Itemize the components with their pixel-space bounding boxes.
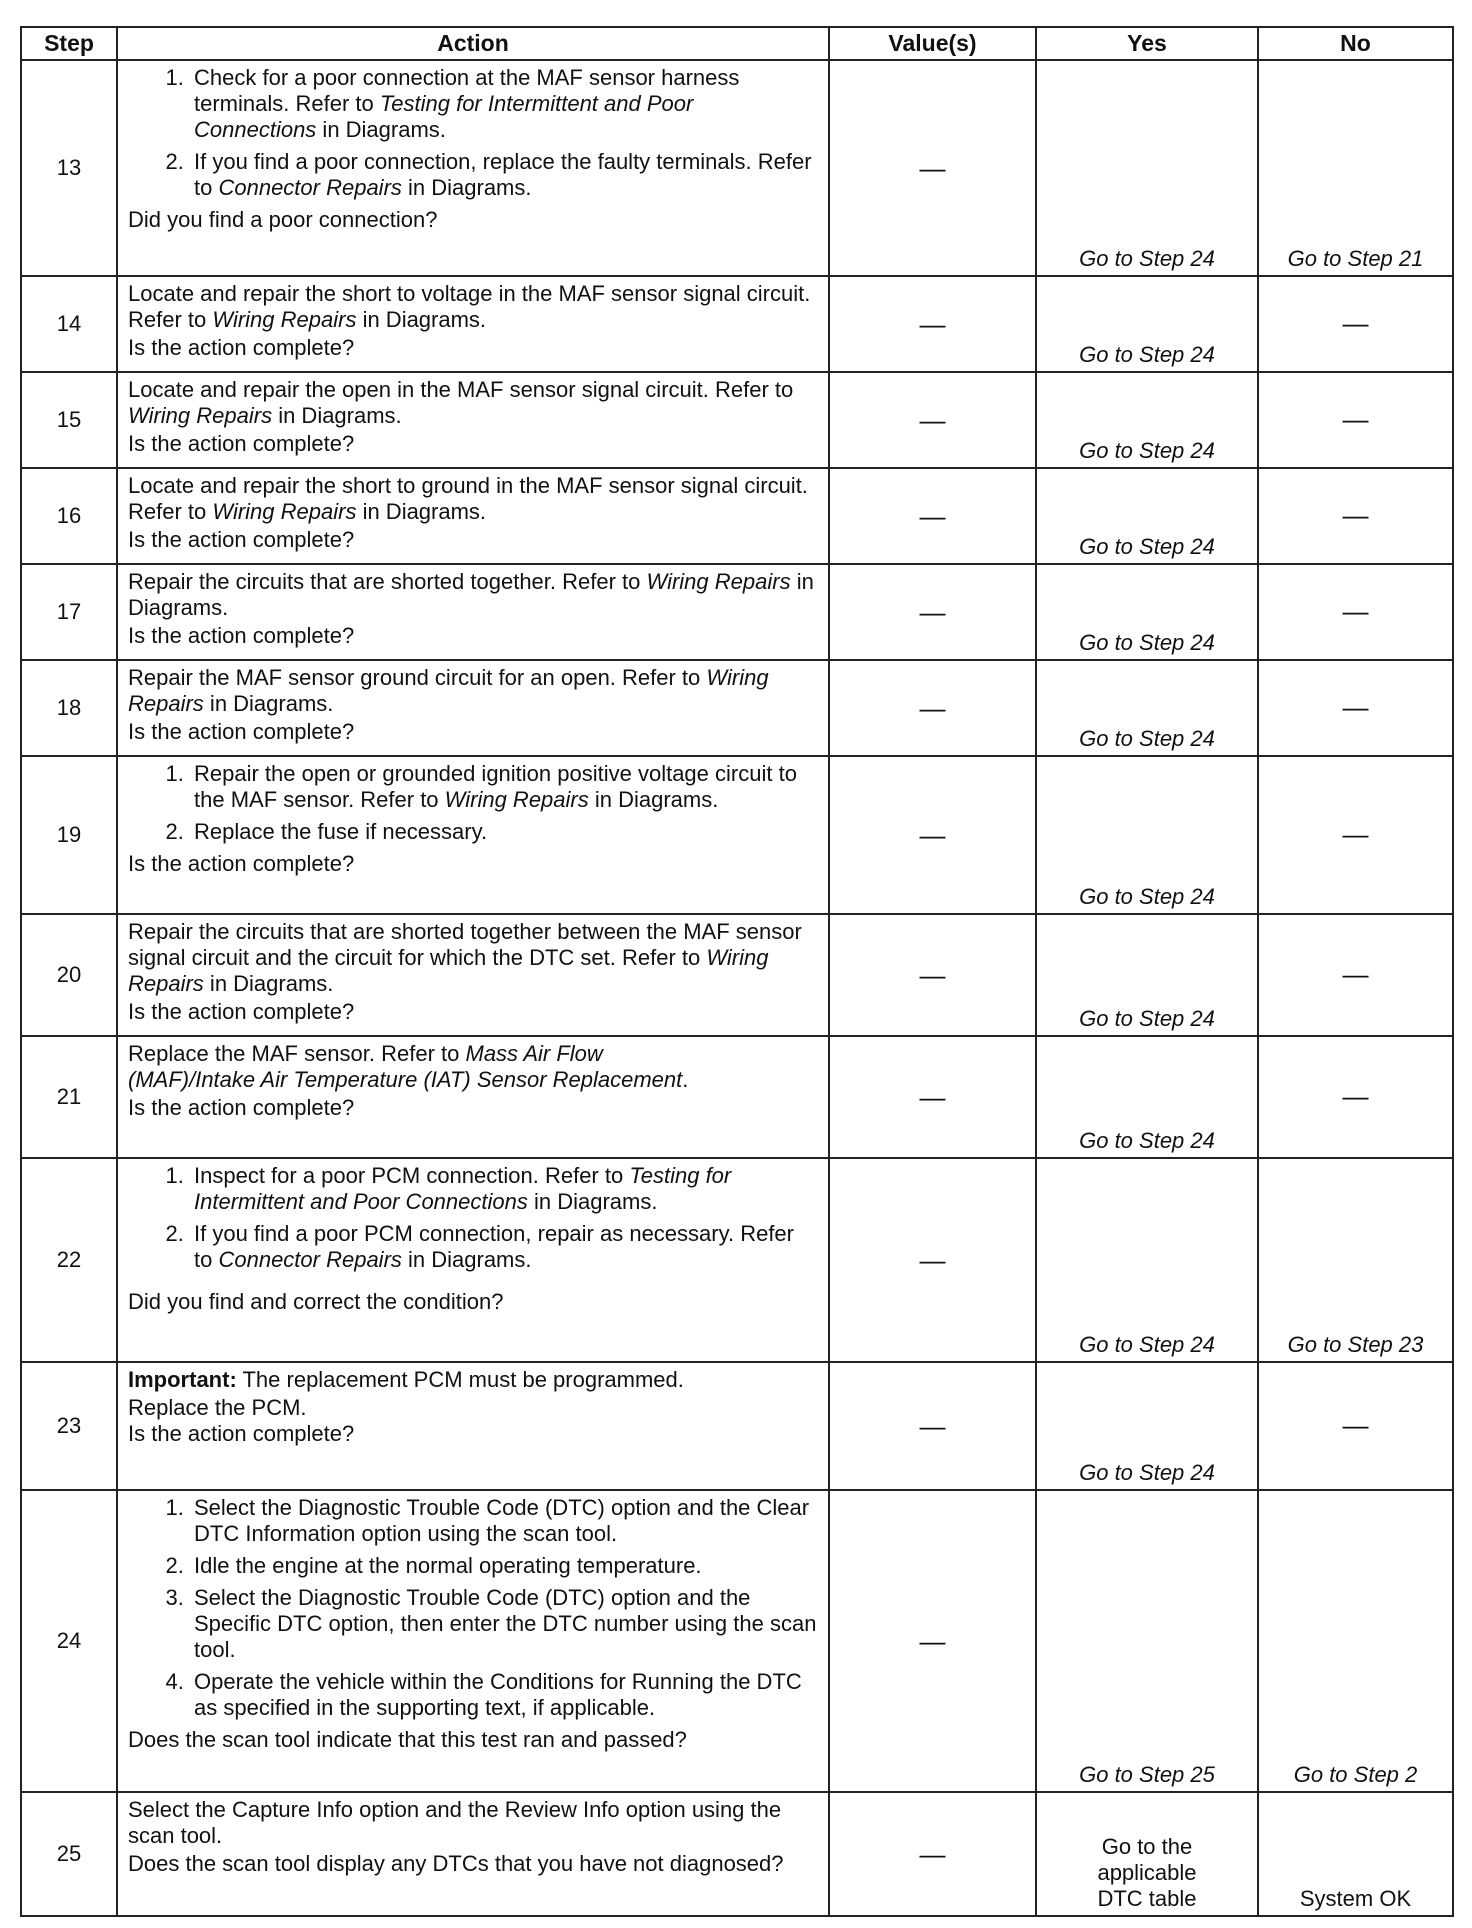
- action-item: [190, 1163, 818, 1215]
- no-cell: —: [1258, 914, 1453, 1036]
- action-cell: [117, 1792, 829, 1916]
- action-text: If you find a poor connection, replace the faulty terminals. Refer to: [194, 149, 812, 200]
- action-question: Is the action complete?: [128, 335, 355, 360]
- reference-text: Wiring Repairs: [212, 307, 357, 332]
- action-question: Is the action complete?: [128, 1421, 355, 1446]
- no-cell: —: [1258, 468, 1453, 564]
- value-cell: —: [829, 1490, 1036, 1792]
- step-number: 15: [21, 372, 117, 468]
- reference-text: Wiring Repairs: [128, 403, 273, 428]
- action-item: 2. Idle the engine at the normal operating temperature.: [190, 1553, 818, 1579]
- action-item: 3. Select the Diagnostic Trouble Code (DTC) option and the Specific DTC option, then enter the DTC number using the scan tool.: [190, 1585, 818, 1663]
- action-text: Locate and repair the open in the MAF sensor signal circuit. Refer to: [128, 377, 794, 402]
- no-cell: —: [1258, 564, 1453, 660]
- action-item: [190, 761, 818, 813]
- yes-cell: Go to Step 24: [1036, 1362, 1258, 1490]
- action-question: Is the action complete?: [128, 719, 355, 744]
- yes-cell: Go to Step 24: [1036, 660, 1258, 756]
- table-row: [21, 1490, 1453, 1792]
- action-item: [190, 1221, 818, 1273]
- no-cell: —: [1258, 1362, 1453, 1490]
- step-number: 13: [21, 60, 117, 276]
- header-yes: Yes: [1036, 27, 1258, 60]
- action-text: If you find a poor PCM connection, repair as necessary. Refer to: [194, 1221, 794, 1272]
- action-text: Replace the fuse if necessary.: [194, 819, 488, 844]
- no-cell: Go to Step 23: [1258, 1158, 1453, 1362]
- no-cell: Go to Step 21: [1258, 60, 1453, 276]
- table-row: [21, 756, 1453, 914]
- yes-cell: Go to Step 24: [1036, 372, 1258, 468]
- value-cell: —: [829, 60, 1036, 276]
- action-cell: [117, 1490, 829, 1792]
- action-text: in Diagrams.: [356, 307, 487, 332]
- table-row: [21, 1362, 1453, 1490]
- reference-text: Mass Air Flow (MAF)/Intake Air Temperature (IAT) Sensor Replacement: [128, 1041, 683, 1092]
- action-text: in Diagrams.: [203, 691, 334, 716]
- no-cell: —: [1258, 1036, 1453, 1158]
- action-text: in Diagrams.: [203, 971, 334, 996]
- reference-text: Connector Repairs: [218, 175, 402, 200]
- no-cell: Go to Step 2: [1258, 1490, 1453, 1792]
- action-cell: [117, 276, 829, 372]
- action-paragraph: [128, 919, 818, 997]
- action-question: Is the action complete?: [128, 999, 355, 1024]
- action-item: [190, 149, 818, 201]
- reference-text: Wiring Repairs: [212, 499, 357, 524]
- action-text: Replace the MAF sensor. Refer to: [128, 1041, 466, 1066]
- no-cell: System OK: [1258, 1792, 1453, 1916]
- action-paragraph: [128, 473, 818, 525]
- action-question: Is the action complete?: [128, 431, 355, 456]
- table-row: [21, 1036, 1453, 1158]
- action-paragraph: [128, 377, 818, 429]
- important-text: The replacement PCM must be programmed.: [236, 1367, 684, 1392]
- action-question: Is the action complete?: [128, 527, 355, 552]
- action-text: Inspect for a poor PCM connection. Refer to: [194, 1163, 630, 1188]
- action-text: in Diagrams.: [588, 787, 719, 812]
- reference-text: Testing for Intermittent and Poor Connections: [194, 91, 694, 142]
- value-cell: —: [829, 276, 1036, 372]
- table-row: [21, 468, 1453, 564]
- value-cell: —: [829, 372, 1036, 468]
- step-number: 16: [21, 468, 117, 564]
- value-cell: —: [829, 660, 1036, 756]
- action-cell: [117, 914, 829, 1036]
- action-question: Did you find and correct the condition?: [128, 1289, 504, 1314]
- action-cell: [117, 756, 829, 914]
- action-question: Does the scan tool display any DTCs that you have not diagnosed?: [128, 1851, 784, 1876]
- action-text: in Diagrams.: [316, 117, 446, 142]
- value-cell: —: [829, 914, 1036, 1036]
- action-text: in Diagrams.: [527, 1189, 658, 1214]
- value-cell: —: [829, 468, 1036, 564]
- step-number: 21: [21, 1036, 117, 1158]
- action-text: Locate and repair the short to ground in the MAF sensor signal circuit. Refer to: [128, 473, 808, 524]
- yes-cell: Go to Step 24: [1036, 914, 1258, 1036]
- yes-cell: Go to Step 24: [1036, 60, 1258, 276]
- value-cell: —: [829, 1792, 1036, 1916]
- step-number: 17: [21, 564, 117, 660]
- action-item: 4. Operate the vehicle within the Conditions for Running the DTC as specified in the supporting text, if applicable.: [190, 1669, 818, 1721]
- action-paragraph: [128, 569, 818, 621]
- step-number: 18: [21, 660, 117, 756]
- value-cell: —: [829, 564, 1036, 660]
- diagnostic-table: [20, 26, 1454, 1917]
- action-text: in Diagrams.: [401, 1247, 532, 1272]
- action-text: Locate and repair the short to voltage in the MAF sensor signal circuit. Refer to: [128, 281, 811, 332]
- reference-text: Wiring Repairs: [128, 945, 769, 996]
- action-cell: [117, 660, 829, 756]
- step-number: 14: [21, 276, 117, 372]
- table-row: [21, 660, 1453, 756]
- step-number: 24: [21, 1490, 117, 1792]
- reference-text: Wiring Repairs: [444, 787, 589, 812]
- yes-cell: Go to Step 25: [1036, 1490, 1258, 1792]
- value-cell: —: [829, 1158, 1036, 1362]
- table-row: [21, 564, 1453, 660]
- action-line: Replace the PCM.: [128, 1395, 307, 1420]
- action-paragraph: [128, 665, 818, 717]
- no-cell: —: [1258, 660, 1453, 756]
- step-number: 23: [21, 1362, 117, 1490]
- header-values: Value(s): [829, 27, 1036, 60]
- reference-text: Testing for Intermittent and Poor Connections: [194, 1163, 732, 1214]
- yes-cell: Go to Step 24: [1036, 1036, 1258, 1158]
- yes-cell: Go to Step 24: [1036, 1158, 1258, 1362]
- action-cell: [117, 1036, 829, 1158]
- step-number: 25: [21, 1792, 117, 1916]
- action-text: in Diagrams.: [401, 175, 532, 200]
- action-text: Repair the circuits that are shorted together between the MAF sensor signal circuit and the circuit for which the DTC set. Refer to: [128, 919, 802, 970]
- action-text: Repair the MAF sensor ground circuit for an open. Refer to: [128, 665, 707, 690]
- yes-cell: Go to the applicable DTC table: [1036, 1792, 1258, 1916]
- action-cell: [117, 1158, 829, 1362]
- yes-cell: Go to Step 24: [1036, 276, 1258, 372]
- action-text: in Diagrams.: [128, 569, 814, 620]
- no-cell: —: [1258, 756, 1453, 914]
- action-paragraph: [128, 1041, 818, 1093]
- action-text: Repair the circuits that are shorted together. Refer to: [128, 569, 647, 594]
- header-step: Step: [21, 27, 117, 60]
- action-item: [190, 819, 818, 845]
- no-cell: —: [1258, 372, 1453, 468]
- step-number: 20: [21, 914, 117, 1036]
- important-note: [128, 1367, 818, 1393]
- important-label: Important:: [128, 1367, 237, 1392]
- action-paragraph: Select the Capture Info option and the Review Info option using the scan tool.: [128, 1797, 782, 1848]
- value-cell: —: [829, 1362, 1036, 1490]
- reference-text: Wiring Repairs: [128, 665, 769, 716]
- table-row: [21, 60, 1453, 276]
- header-action: Action: [117, 27, 829, 60]
- table-row: [21, 1158, 1453, 1362]
- reference-text: Wiring Repairs: [646, 569, 791, 594]
- table-row: [21, 914, 1453, 1036]
- header-row: [21, 27, 1453, 60]
- action-cell: [117, 60, 829, 276]
- action-paragraph: [128, 281, 818, 333]
- action-item: 1. Select the Diagnostic Trouble Code (DTC) option and the Clear DTC Information option using the scan tool.: [190, 1495, 818, 1547]
- value-cell: —: [829, 756, 1036, 914]
- table-row: [21, 276, 1453, 372]
- action-question: Is the action complete?: [128, 623, 355, 648]
- action-cell: [117, 372, 829, 468]
- action-question: Is the action complete?: [128, 1095, 355, 1120]
- action-cell: [117, 1362, 829, 1490]
- header-no: No: [1258, 27, 1453, 60]
- action-text: in Diagrams.: [272, 403, 402, 428]
- yes-cell: Go to Step 24: [1036, 564, 1258, 660]
- yes-cell: Go to Step 24: [1036, 756, 1258, 914]
- no-cell: —: [1258, 276, 1453, 372]
- step-number: 19: [21, 756, 117, 914]
- action-text: Repair the open or grounded ignition positive voltage circuit to the MAF sensor. Refer to: [194, 761, 797, 812]
- action-text: Check for a poor connection at the MAF sensor harness terminals. Refer to: [194, 65, 740, 116]
- action-text: in Diagrams.: [356, 499, 487, 524]
- table-row: [21, 1792, 1453, 1916]
- action-item: [190, 65, 818, 143]
- yes-cell: Go to Step 24: [1036, 468, 1258, 564]
- action-cell: [117, 564, 829, 660]
- table-row: [21, 372, 1453, 468]
- action-question: Does the scan tool indicate that this test ran and passed?: [128, 1727, 687, 1752]
- step-number: 22: [21, 1158, 117, 1362]
- reference-text: Connector Repairs: [218, 1247, 402, 1272]
- action-text: .: [682, 1067, 689, 1092]
- action-cell: [117, 468, 829, 564]
- action-question: Did you find a poor connection?: [128, 207, 438, 232]
- action-question: Is the action complete?: [128, 851, 355, 876]
- value-cell: —: [829, 1036, 1036, 1158]
